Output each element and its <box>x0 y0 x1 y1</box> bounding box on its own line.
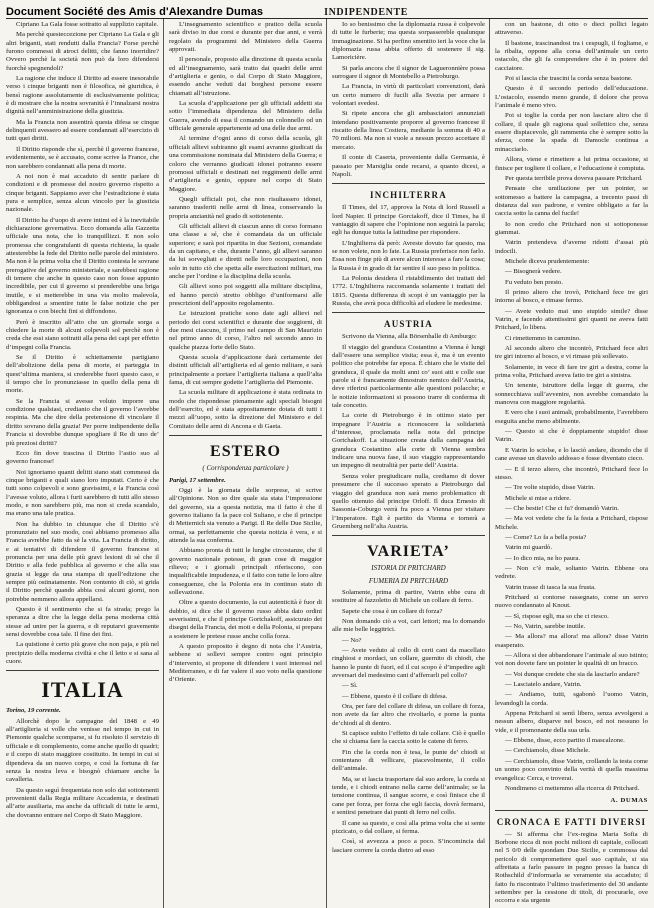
column-3-after-3-paragraph: Il cane sa questo, e così alla prima volta che si sente pizzicato, o dal collare, si ferma. <box>332 819 485 835</box>
section-rule <box>495 810 648 811</box>
column-2-after-paragraph: Oltre a questo documento, la cui autenticità è fuor di dubbio, si dice che il governo russo abbia dato ordini severissimi, e che il principe Gortchakoff, assicurato dei disegni della Francia, dei moti e della Polonia, si prepara a sostenere le pretese russe anche colla forza. <box>169 599 322 640</box>
dateline-italia <box>6 707 159 715</box>
column-4-paragraph: Poi si lascia che trascini la corda senza bastone. <box>505 75 633 83</box>
column-4-paragraph: — Allora si dee abbandonare l’animale al suo istinto; voi non dovete fare un pointer le qualità di un bracco. <box>495 652 648 668</box>
column-4-paragraph: Michele diceva prudentemente: <box>505 257 590 265</box>
section-title-varieta: VARIETA’ <box>367 543 450 561</box>
column-4-paragraph: E vero che i suoi animali, probabilmente, l’avrebbero eseguita anche meno abilmente. <box>495 409 648 425</box>
column-4-paragraph: — E il terzo altero, che incontrò, Pritchard fece lo stesso. <box>495 465 648 481</box>
document-title: Document Société des Amis d'Alexandre Dumas <box>6 6 264 18</box>
dateline-estero <box>169 477 322 485</box>
column-4-paragraph: — Tre volte stupido, disse Vatrin. <box>505 484 595 492</box>
column-3-after-2-paragraph: Il viaggio del granduca Costantino a Vienna è lungi dall’essere una semplice visita; essa è, ma è un evento politico che potrebbe far epoca. È chiaro che le visite del granduca, il quale da molti anni co’ suoi atti e colle sue parole si è francamente dimostrato nemico dell’Austria, deve riferirsi particolarmente alle questioni polacche; e le notizie informazioni si possono trarre di conferma di tale concetto. <box>332 343 485 410</box>
column-2-paragraph: Gli ufficiali allievi di ciascun anno di corso formano una classe a sé, che è comandata da un ufficiale superiore; e sarà poi ripartita in due Sezioni, comandate da un capitano, e che, durante l’anno, gli allievi saranno da lui sorvegliati e diretti nelle loro occupazioni, non solo in tutto ciò che spetta alle esercitazioni militari, ma anche per l’ordine e la disciplina della scuola. <box>169 222 322 280</box>
column-4-paragraph: — Cerchiamolo, disse Vatrin, crollando la testa come un uomo poco convinto della verità di quella massima evangelica: Cerca, e troverai. <box>495 757 648 782</box>
column-3-after-3-paragraph: — Avete veduto al collo di certi cani da macellaio ringhiosi e mordaci, un collare, guernito di chiodi, che hanno le punte di fuori, ed il cui scopo è d’impedire agli avversari del medesimo cani d’afferrarli pel collo? <box>332 646 485 679</box>
column-3-after-paragraph: L’Inghilterra dà però: Avreste dovuto far questo, ma se non volete, non lo fate. La Russia preferisce non farlo. Essa non finge più di avere alcun interesse a fare la cosa; la Russia è in grado di far sentire il suo peso in politica. <box>332 239 485 272</box>
column-3-after-3-paragraph: — Sì. <box>342 682 358 690</box>
column-3-after-3-paragraph: Non domando ciò a voi, cari lettori; ma lo domando alle mie belle leggitrici. <box>332 617 485 634</box>
column-4-paragraph: — Avete veduto mai uno stupido simile? disse Vatrin, e facendo attentissimi giri quanti ne aveva fatti Pritchard, lo libera. <box>495 307 648 332</box>
column-1-after-paragraph: Allorchè dopo le campagne del 1848 e 49 all’artiglieria si volle che venisse nel tempo in cui in Piemonte qualche scomparse, si fu risoluto il servizio di ufficiale e di complemento, come anche quello di quadri; e il corpo di stato maggiore costituito. In tempi in cui si dipendeva da un nuovo corpo, e così la fortuna di far senza la nostra leva e bisognò chiamare anche la cavalleria. <box>6 717 159 784</box>
column-2-paragraph: Quegli ufficiali poi, che non risultassero idonei, saranno trasferiti nelle armi di linea, conservando la propria anzianità nel grado di sottotenente. <box>169 195 322 220</box>
dateline-text: Torino, 19 corrente. <box>6 707 61 715</box>
column-4-paragraph: Al secondo altero che incontrò, Pritchard fece altri tre giri intorno al bosco, e vi rimase più sollevato. <box>495 345 648 361</box>
column-4-paragraph: — Andiamo, tutti, sgabonò l’uomo Vatrin, levandogli la corda. <box>495 691 648 707</box>
column-4-paragraph: Un tenente, istruttore della legge di guerra, che sonnecchiava sull’avvenire, non avrebbe comandato la manovra con maggiore regolarità. <box>495 382 648 407</box>
column-4-paragraph: — Che bestie! Che ci fu? domandò Vatrin. <box>505 504 619 512</box>
column-3 <box>332 18 485 908</box>
column-4-paragraph: Il primo altero che trovò, Pritchard fece tre giri intorno al bosco, e rimase fermo. <box>495 288 648 305</box>
column-3-paragraph: Io so benissimo che la diplomazia russa è colpevole di tutte le furberie; ma questa sorpassereble qualunque immaginazione. Si ha perfino smentito ieri la voce che la diplomazia russa abbia offerto di sostenere il sig. Lamoricière. <box>332 21 485 62</box>
column-4-paragraph: — Bisognerà vedere. <box>505 268 562 276</box>
page-header <box>6 0 648 19</box>
column-3-after-3-paragraph: Fin che la corda non è tesa, le punte de’ chiodi si contentano di vellicare, piacevolmente, il collo dell’animale. <box>332 748 485 773</box>
column-1-after-paragraph: Da questo seguì frequentata non solo dai sottotenenti provenienti dalla Regia militare Accademia, e destinati all’arte ausiliaria, ma anche da ufficiali di tutte le armi, che dovranno entrare nel Corpo di Stato Maggiore. <box>6 786 159 819</box>
column-2-paragraph: Questa scuola d’applicazione darà certamente dei distinti ufficiali all’artiglieria ed al genio militare, e sarà principalmente a portare l’artiglieria italiana a quell’alta fama, di cui sempre godette l’artiglieria del Piemonte. <box>169 354 322 387</box>
column-3-paragraph: La Francia, in virtù di particolari convenzioni, darà un certo numero di fucili alla Svezia per armare i volontari svedesi. <box>332 83 485 108</box>
column-4-paragraph: — Io dico mia, ne ho paura. <box>505 554 581 562</box>
column-1-paragraph: A noi non è mai accaduto di sentir parlare di condizioni e di promesse del nostro governo rispetto a cinque briganti. Sappiamo aver che l’estradizione è stata pura e semplice, senza alcun vincolo per la giustizia nazionale. <box>6 172 159 214</box>
column-3-paragraph: Il conte di Caserta, proveniente dalla Germania, è passato per Marsiglia onde recarsi, a quanto dicesi, a Napoli. <box>332 154 485 178</box>
column-1 <box>6 18 159 908</box>
column-4 <box>495 18 648 908</box>
column-4-paragraph: — Ma voi vedete che fa la festa a Pritchard, rispose Michele. <box>495 515 648 531</box>
column-3-paragraph: Si parla ancora che il signor de Lagueronnière possa surrogare il signor di Montebello a Pietroburgo. <box>332 64 485 81</box>
column-3-after-3-paragraph: Così, si avvezza a poco a poco. S’incomincia dal lasciare correre la corda dietro ad esso <box>332 838 485 854</box>
column-1-paragraph: Il Diritto risponde che sì, perchè il governo francese, evidentemente, se è accusato, come scrive la France, che non sarebbero condannati alla pena di morte. <box>6 145 159 170</box>
column-4-paragraph: Pensate che umiliazione per un pointer, se sottomesso a battere la campagna, a trecento passi di distanza dal suo padrone, e venire obbligato a far la caccia sotto la canna del fucile! <box>495 185 648 218</box>
column-3-after-3-paragraph: Solamente, prima di partire, Vatrin ebbe cura di sostituire al fazzoletto di Michele un collare di ferro. <box>332 588 485 605</box>
column-1-paragraph: Però è inscritto all’atto che un giornale sorga a chiedere la morte di alcuni colpevoli sol perchè non è creda che essi siano sottratti alla pena dei capi per effetto d’impegni colla Francia. <box>6 318 159 351</box>
column-4-paragraph: Nondimeno ci mettemmo alla ricerca di Pritchard. <box>505 784 640 792</box>
column-3-after-3-paragraph: — Ebbene, questo è il collare di difesa. <box>342 692 448 700</box>
column-3-after-3-paragraph: Ma, se si lascia trasportare dal suo ardore, la corda si tende, e i chiodi entrano nella carne dell’animale; se la tensione continua, il sangue scorre, e così finisce che il cane per forza, per forza che egli faccia, dovrà fermarsi, e sentirsi penetrare dai punti di ferro nel collo. <box>332 775 485 817</box>
column-1-paragraph: Non ha dubbio in chiunque che il Diritto s’è pronunziato nel suo modo, così abbiamo promesso alla Francia avrebbe fatto da sè la vita. La Francia di diritto, e ai tentativi di difendere il governo francese si pronuncia per una delle più gravi lesioni di sé che il Diritto e alla fede pubblica al governo e che alla sua grazia si legge da una stampa di quell’edizione che sempre più ostinatamente. Non contento di ciò, si grida il Diritto perchè quando abbia così alcuni giorni, non potrebbe nemmeno allora appellarsi. <box>6 520 159 603</box>
column-2-paragraph: Al termine d’ogni anno di corso della scuola, gli ufficiali allievi subiranno gli esami avranno giudicati da una commissione nominata dal Ministero della Guerra; e coloro che verranno giudicati idonei potranno essere promossi ufficiali e destinati nei reggimenti delle armi d’artiglieria e genio, oppure nel corpo di Stato Maggiore. <box>169 135 322 193</box>
column-1-paragraph: Ecco fin dove trascina il Diritto l’astio suo al governo francese! <box>6 449 159 466</box>
section-subtitle-varieta-2: FUMERIA DI PRITCHARD <box>368 576 449 585</box>
section-rule <box>332 535 485 536</box>
column-4-paragraph: — Cerchiamolo, disse Michele. <box>505 747 590 755</box>
column-4-paragraph: Vatrin pretendeva d’averne ridotti d’assai più indocili. <box>495 239 648 255</box>
column-1-paragraph: Cipriano La Gala fosse sottratto al supplizio capitale. <box>16 21 159 28</box>
column-1-paragraph: Noi ignoriamo quanti delitti siano stati commessi da cinque briganti e quali siano loro imputati. Certo è che tutti sono colpevoli e sono gravissimi, e la Francia così l’avesse voluto, allora i furti sarebbero di tutti allo stesso modo, e non sarebbero più, ma non si creda scandalo, ma erano una tale pratica. <box>6 468 159 518</box>
section-rule <box>332 312 485 313</box>
column-2-paragraph: La scuola militare di applicazione è stata ordinata in modo che rispondesse pienamente agli speciali bisogni dell’esercito, ed è stata appositamente dotata di tutti i mezzi all’uopo, sotto la direzione del Ministero e del Comitato delle armi di Ancona e di Gaeta. <box>169 389 322 430</box>
column-4-paragraph: Ci rimettemmo in cammino. <box>505 334 581 342</box>
section-rule <box>169 435 322 436</box>
column-4-paragraph: Il bastone, trascinandosi tra i cespugli, il fogliame, e la ribalta, oppone alla corsa dell’animale un certo ostacolo, che gli fa comprendere che è in potere del cacciatore. <box>495 39 648 72</box>
column-2-paragraph: Le istruzioni pratiche sono date agli allievi nel periodo dei corsi scientifici e durante due soggiorni, di due mesi ciascuno, il primo nel campo di San Maurizio nel primo anno di corso, l’altro nel secondo anno in qualche piazza forte dello Stato. <box>169 310 322 351</box>
column-1-paragraph: Il Diritto ha d’uopo di avere intimi ed è la inevitabile dichiarazione governativa. Ecco domanda alla Gazzetta ufficiale una nota, che lo tranquillizzi. E non solo promessa che congratulanti di questa richiesta, la quale attesterebbe la fede del Diritto nelle parole del ministero. Ma non è la prima volta che il Diritto contesta le sovrane prerogative del governo ministeriale, e sarebbesi ragione di temere che anche in questo caso non fosse appunto incredibile, per cui il governo si prenderebbe una briga inutile, e si metterebbe in una via molto malevola, obbligandosi a smentire tutte le false notizie che per ignoranza o con biechi fini si diffondono. <box>6 216 159 316</box>
section-subtitle-varieta: ISTORIA DI PRITCHARD <box>371 564 446 573</box>
section-title-austria: AUSTRIA <box>384 319 433 330</box>
column-4-paragraph: — No, Vatrin, sarebbe inutile. <box>505 623 586 630</box>
column-4-paragraph: — Come? Lo fa a bella posta? <box>505 533 587 541</box>
column-4-paragraph: — Lasciatelo andare, Vatrin. <box>505 681 582 689</box>
column-1-paragraph: La quistione è certo più grave che non paja, e più nel precipizio della moderna civiltà e che il letto e si sana al cuore. <box>6 641 159 666</box>
column-4-paragraph: — Sì, rispose egli, ma so che ci riesco. <box>505 612 609 620</box>
column-2-paragraph: L’insegnamento scientifico e pratico della scuola sarà diviso in due corsi e durante per due anni, e verrà regolato da programmi del Ministero della Guerra approvati. <box>169 21 322 54</box>
section-title-inghilterra: INCHILTERRA <box>370 190 447 201</box>
section-title-estero: ESTERO <box>210 443 281 461</box>
column-1-paragraph: Se il Diritto è schiettamente partigiano dell’abolizione della pena di morte, ei parteggia in quest’ultima maniera, si crederebbe fuori questo caso, e il tempo che lo pronunziasse in quello della pena di morte. <box>6 354 159 395</box>
section-title-cronaca: CRONACA E FATTI DIVERSI <box>496 816 647 827</box>
column-4-paragraph: E Vatrin lo sciolse, e lo lasciò andare, dicendo che il cane avesse un diavolo addosso e fosse diventato cieco. <box>495 446 648 463</box>
column-4-after-paragraph: — Si afferma che l’ex-regina Maria Sofia di Borbone ricca di non pochi milioni di capitale, collocati nel 5 0/0 delle quondam Due Sicilie, e commossa dal pericolo di compromettere quel suo capitale, si sia affrettata a farlo passare in pegno presso la banca di Rothschild d’informarla se veramente sia accaduto; il fatto fu riscontrato l’ultimo trasferimento del 30 andante settembre per la cessione di titoli, di procurarle, ove occorra e sia urgente <box>495 830 648 905</box>
section-subtitle-estero: ( Corrispondenza particolare ) <box>202 464 289 473</box>
running-head: INDIPENDENTE <box>324 7 408 18</box>
column-4-paragraph: — Voi dunque credete che sia da lasciarlo andare? <box>505 670 640 678</box>
column-4-paragraph: — Ma allora? ma allora! ma allora? disse Vatrin esasperato. <box>495 633 648 649</box>
section-title-italia: ITALIA <box>41 677 124 703</box>
column-3-after-2-paragraph: Scrivono da Vienna, alla Börsenhalle di Amburgo: <box>342 333 477 341</box>
column-4-paragraph: Allora, viene e rimettere a lui prima occasione, si finisce per togliere il collare, e l’educazione è compiuta. <box>495 156 648 172</box>
column-2 <box>169 18 322 908</box>
column-3-after-3-paragraph: Si capisce subito l’effetto di tale collare. Ciò è quello che si chiama fare la caccia sotto le catene di ferro. <box>332 730 485 746</box>
column-2-paragraph: La scuola d’applicazione per gli ufficiali addetti sta sotto l’immediata dipendenza del Ministero della Guerra, avendo di essa il comando un colonnello od un ufficiale generale appartenente ad una delle due armi. <box>169 100 322 133</box>
column-3-after-3-paragraph: — No? <box>342 636 362 644</box>
column-1-paragraph: Se la Francia si avesse voluto imporre una condizione qualsiasi, credianio che il governo l’avrebbe respinta. Ma che dire della pretensione di vincolare il diritto sovrano della grazia! Per porre indipendente della Francia si dovrebbe dunque spogliare il Re di uno de’ più preziosi diritti? <box>6 397 159 447</box>
column-3-after-3-paragraph: Sapete che cosa è un collare di forza? <box>342 607 443 615</box>
column-4-paragraph: — Non c’è male, soltanto Vatrin. Ebbene ora vedrete. <box>495 564 648 581</box>
section-rule <box>332 183 485 184</box>
section-rule <box>6 670 159 671</box>
column-2-paragraph: Il personale, proposto alla direzione di questa scuola ed all’insegnamento, sarà tratto dai quadri delle armi d’artiglieria e genio, o dal Corpo di Stato Maggiore, essendo anche veduti dai borghesi persone essere chiamati all’istruzione. <box>169 56 322 97</box>
column-4-paragraph: Vatrin trasse di tasca la sua frusta. <box>505 583 596 591</box>
column-4-paragraph: Poi si toglie la corda per non lasciare altro che il collare, il quale gli ragiona qual sollettico che, senza essere dispiacevole, gli rammenta che è sempre sotto la sferza, come la spada di Damocle continua a minacciarlo. <box>495 112 648 153</box>
column-4-paragraph: Fu veduto ben presto. <box>505 278 563 286</box>
column-1-paragraph: La ragione che induce il Diritto ad essere inesorabile verso i cinque briganti non è filosofica, nè giuridica, è bensì ragione assolutamente di esclusivamente politica; è di mostrare che la nostra sovranità è l’innalzarsi nostra dignità nell’amministrazione della giustizia. <box>6 75 159 116</box>
column-3-after-2-paragraph: La corte di Pietroburgo è in ottimo stato per impegnare l’Austria a riconoscere la solidarietà d’interesse, proclamata nella nota del principe Gortchakoff. La situazione creata dalla campagna del granduca Costantino alla corte di Vienna sembra indicare una nuova fase, il suo viaggio rappresentando un impegno di neutralità per parte dell’Austria. <box>332 412 485 470</box>
column-3-after-2-paragraph: Senza voler pregiudicare nulla, crediamo di dover presumere che il successo sperato a Pietroburgo dal viaggio del granduca non sarà meno problematico di quello ottenuto dal principe Orloff. Il duca Ernesto di Sassonia-Coburgo verrà fra poco a Vienna per visitare l’Imperatore. Egli è partito da Vienna e tornerà a Gruemberg nell’alta Austria. <box>332 472 485 530</box>
column-1-paragraph: Ma perchè questeccezione per Cipriano La Gala e gli altri briganti, stati rendutti dalla Francia? Forse perchè furono commessi di atroci delitti, che fanno inorridire? Ovvero perchè la società non può da loro difendersi fuorchè spegnendoli? <box>6 31 159 72</box>
column-2-after-paragraph: Abbiamo pronta di tutti le lunghe circostanze, che il governo nazionale potesse, di gran cose di maggior rilievo; e i giornali principali riferiscono, con inqualificabile impudenza, e il fatto con tutte le loro altre conseguenze, che la Polonia era in continuo stato di sollevazione. <box>169 547 322 596</box>
column-4-paragraph: Io non credo che Pritchard non si sottoponesse giammai. <box>495 220 648 236</box>
column-1-paragraph: Questo è il sentimento che si fa strada; prego la speranza a dire che la legge della pena moderna città stesse ad unire per la guerra, e di reputarvi gravemente sensi dovrebbe cosa tale. Il fine dei fini. <box>6 606 159 639</box>
column-3-after-3-paragraph: Ora, per fare del collare di difesa, un collare di forza, non avete da far altro che rivoltarlo, e porne la punta de’chiodi al di dentro. <box>332 703 485 727</box>
column-4-paragraph: Appena Pritchard si sentì libero, senza avvolgersi a nessun albero, disparve nel bosco, ed noi nessuno lo vide, e il promonante della sua urla. <box>495 710 648 734</box>
column-4-paragraph: — Questo si che è doppiamente stupido! disse Vatrin. <box>495 428 648 444</box>
column-3-after-paragraph: La Polonia desidera il ristabilimento dei trattati del 1772. L’Inghilterra raccomanda solamente i trattati del 1815. Questa differenza di scopi è un vantaggio per la Russia, che avrà poca difficoltà ad eludere le medesime. <box>332 274 485 307</box>
dateline-text: Parigi, 17 settembre. <box>169 476 226 484</box>
column-2-after-paragraph: A questo proposito è degno di nota che l’Austria, sebbene si sollevi sempre contro ogni principio d’intervento, si propone di difendere i suoi interessi nel Mediterraneo, e di far valere il suo voto nella questione d’Oriente. <box>169 643 322 684</box>
column-2-after-paragraph: Oggi è la giornata delle sorprese, si scrive all’Opinione. Non so dire quale sia stata l’impressione del governo, sia a questa notizia, ma il fatto è che il governo italiano fa la pace col Sultano, e che il principe di Metternich sia venuto a Parigi. Il Re delle Due Sicilie, ormai, sa perfettamente che questa notizia è vera, e si attende la sua conferma. <box>169 486 322 544</box>
column-4-paragraph: Pritchard si contorse rassegnato, come un servo nuovo condannato al Knout. <box>495 593 648 610</box>
column-1-paragraph: Ma la Francia non assentirà questa difesa se cinque delinquenti avessero ad essere condannati all’esercizio di tutti quei diritti. <box>6 118 160 143</box>
column-4-paragraph: — Ebbene, disse, ecco partito il mascalzone. <box>505 737 625 745</box>
column-4-paragraph: Per questa terribile prova doveva passare Pritchard. <box>505 174 643 182</box>
signature: A. DUMAS <box>610 797 648 805</box>
column-4-paragraph: Vatrin mi guardò. <box>505 544 552 552</box>
column-3-after-paragraph: Il Times, del 17, approva la Nota di lord Russell a lord Napier. Il principe Gorciakoff, dice il Times, ha il vantaggio di sapere che l’opinione non seguirà la parola; egli ha dunque tutta la latitudine per rispondere. <box>332 204 485 237</box>
column-2-paragraph: Gli allievi sono poi soggetti alla militare disciplina, ed hanno perciò stretto obbligo d’uniformarsi alle prescrizioni dell’apposito regolamento. <box>169 283 322 307</box>
columns <box>6 18 648 905</box>
column-4-paragraph: con un bastone, di otto o dieci pollici legato attraverso. <box>495 21 648 37</box>
column-4-paragraph: Solamente, in vece di fare tre giri a destra, come la prima volta, Pritchard aveva fatto tre giri a sinistra. <box>495 363 648 380</box>
column-4-paragraph: Questo è il secondo periodo dell’educazione. L’ostacolo, essendo meno grande, il dolore che prova l’animale è meno vivo. <box>495 85 648 110</box>
column-3-paragraph: Si ripete ancora che gli ambasciatori annunziati intendano positivamente proporre al governo francese il riscatto della linea Costiera, medianie la somma di 40 a 70 milioni. Ma non si vuole a nessun prezzo accettare il mercato. <box>332 110 485 151</box>
column-4-paragraph: Michele si mise a ridere. <box>505 494 571 502</box>
